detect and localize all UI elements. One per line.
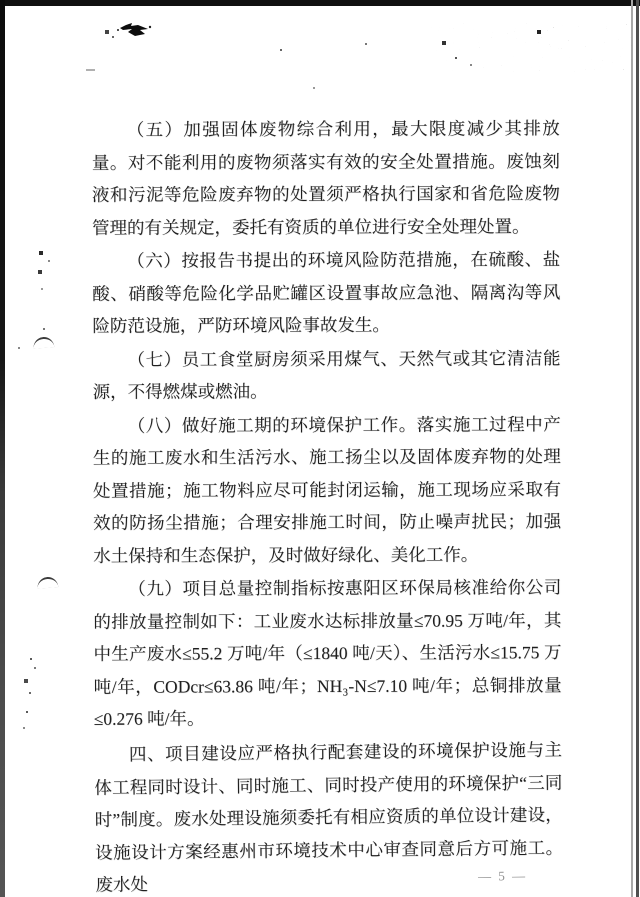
margin-arc-mark bbox=[37, 576, 59, 589]
faint-pencil-mark bbox=[86, 69, 95, 71]
paragraph-item-9: （九）项目总量控制指标按惠阳区环保局核准给你公司的排放量控制如下：工业废水达标排放量≤70.95 万吨/年，其中生产废水≤55.2 万吨/年（≤1840 吨/天）、生活污水≤15.75 万吨/年，CODcr≤63.86 吨/年；NH₃-N≤7.10 吨/年；总铜排放量≤0.276 吨/年。 bbox=[93, 577, 562, 729]
scan-edge-right-outer bbox=[636, 0, 639, 897]
margin-arc-mark bbox=[33, 336, 55, 349]
scan-speckles bbox=[0, 0, 2, 2]
scan-edge-right-inner bbox=[631, 0, 633, 897]
scan-edge-left bbox=[0, 0, 5, 897]
scan-edge-top bbox=[0, 0, 640, 6]
paragraph-item-6: （六）按报告书提出的环境风险防范措施，在硫酸、盐酸、硝酸等危险化学品贮罐区设置事故应急池、隔离沟等风险防范设施，严防环境风险事故发生。 bbox=[92, 249, 561, 336]
paragraph-item-8: （八）做好施工期的环境保护工作。落实施工过程中产生的施工废水和生活污水、施工扬尘以及固体废弃物的处理处置措施；施工物料应尽可能封闭运输，施工现场应采取有效的防扬尘措施；合理安排施工时间，防止噪声扰民；加强水土保持和生态保护，及时做好绿化、美化工作。 bbox=[92, 413, 562, 566]
ink-blot bbox=[119, 22, 155, 40]
paragraph-section-4: 四、项目建设应严格执行配套建设的环境保护设施与主体工程同时设计、同时施工、同时投产使用的环境保护“三同时”制度。废水处理设施须委托有相应资质的单位设计建设，设施设计方案经惠州市环境技术中心审查同意后方可施工。废水处 bbox=[94, 739, 564, 895]
paragraph-item-5: （五）加强固体废物综合利用，最大限度减少其排放量。对不能利用的废物须落实有效的安全处置措施。废蚀刻液和污泥等危险废弃物的处置须严格执行国家和省危险废物管理的有关规定，委托有资质的单位进行安全处理处置。 bbox=[91, 118, 560, 238]
paragraph-item-7: （七）员工食堂厨房须采用煤气、天然气或其它清洁能源，不得燃煤或燃油。 bbox=[92, 347, 561, 402]
scan-noise-smudge bbox=[425, 18, 637, 80]
document-body bbox=[92, 112, 563, 897]
page-number: — 5 — bbox=[477, 867, 528, 884]
